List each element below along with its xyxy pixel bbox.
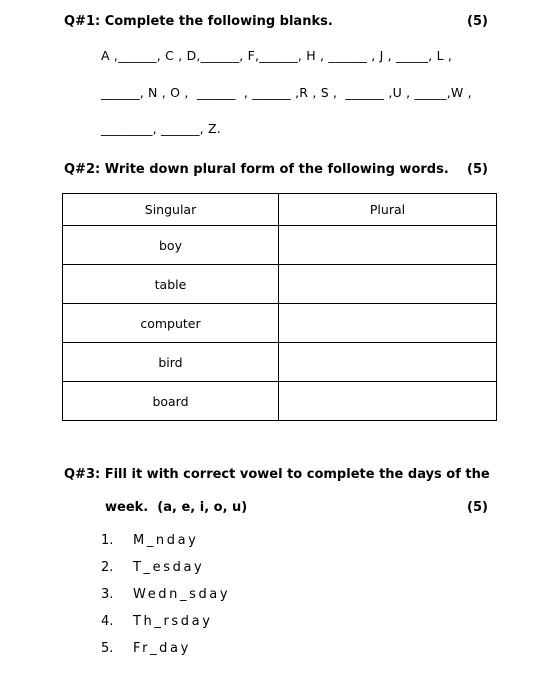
q1-title: Q#1: Complete the following blanks.: [64, 14, 333, 29]
item-number: 5.: [101, 641, 114, 656]
singular-word: bird: [63, 343, 279, 382]
q3-marks: (5): [467, 500, 488, 515]
q1-line-2: ______, N , O , ______ , ______ ,R , S , ______ ,U , _____,W ,: [101, 85, 472, 100]
day-word: Wedn_sday: [133, 587, 231, 602]
singular-word: table: [63, 265, 279, 304]
list-item: [101, 560, 204, 575]
q1-marks: (5): [467, 14, 488, 29]
day-word: M_nday: [133, 533, 199, 548]
plural-answer-cell[interactable]: [279, 343, 497, 382]
item-number: 2.: [101, 560, 114, 575]
singular-word: computer: [63, 304, 279, 343]
day-word: T_esday: [133, 560, 205, 575]
table-row: [63, 382, 497, 421]
table-row: [63, 226, 497, 265]
plural-header: Plural: [279, 194, 497, 226]
list-item: [101, 587, 230, 602]
day-word: Th_rsday: [133, 614, 213, 629]
singular-word: board: [63, 382, 279, 421]
plural-answer-cell[interactable]: [279, 226, 497, 265]
plural-answer-cell[interactable]: [279, 265, 497, 304]
plural-answer-cell[interactable]: [279, 304, 497, 343]
q1-line-3: ________, ______, Z.: [101, 121, 221, 136]
list-item: [101, 533, 198, 548]
table-row: [63, 265, 497, 304]
singular-word: boy: [63, 226, 279, 265]
table-row: [63, 304, 497, 343]
q3-subtitle: week. (a, e, i, o, u): [105, 500, 248, 515]
list-item: [101, 614, 213, 629]
q3-title: Q#3: Fill it with correct vowel to complete the days of the: [64, 467, 490, 482]
day-word: Fr_day: [133, 641, 191, 656]
q1-line-1: A ,______, C , D,______, F,______, H , ______ , J , _____, L ,: [101, 48, 453, 63]
q2-marks: (5): [467, 162, 488, 177]
list-item: [101, 641, 191, 656]
singular-header: Singular: [63, 194, 279, 226]
item-number: 3.: [101, 587, 114, 602]
item-number: 1.: [101, 533, 114, 548]
plural-answer-cell[interactable]: [279, 382, 497, 421]
item-number: 4.: [101, 614, 114, 629]
table-header-row: [63, 194, 497, 226]
q2-title: Q#2: Write down plural form of the following words.: [64, 162, 449, 177]
plural-table: [62, 193, 497, 421]
table-row: [63, 343, 497, 382]
